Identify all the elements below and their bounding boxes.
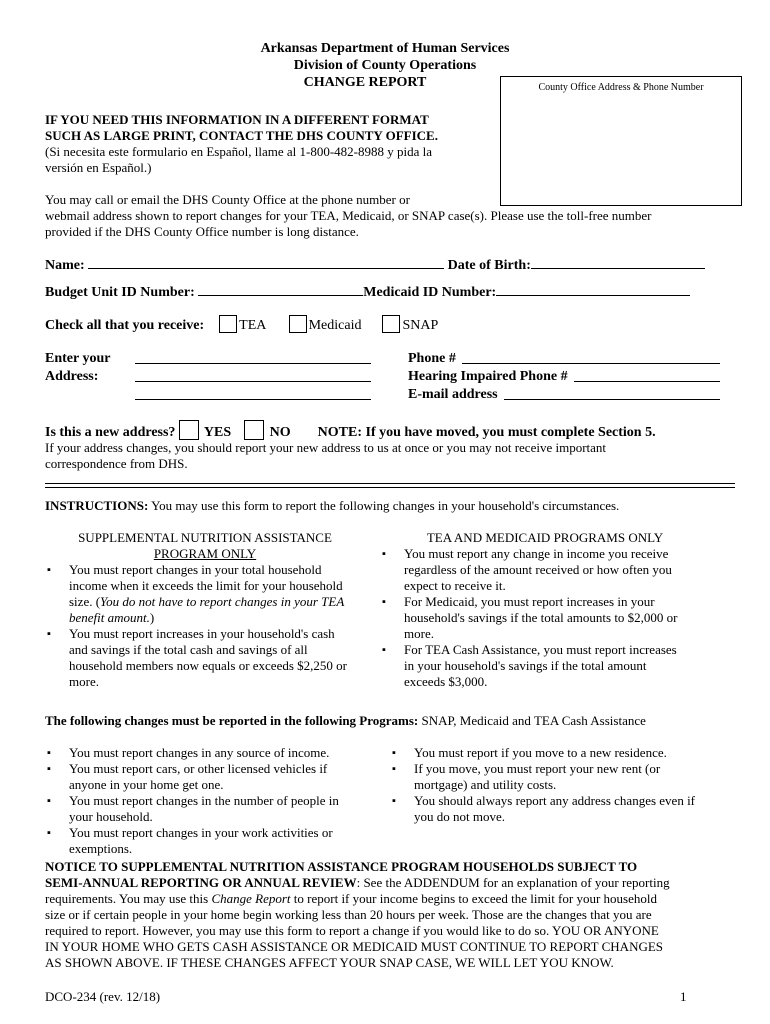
spanish-notice-line2: versión en Español.) bbox=[45, 160, 152, 175]
section-divider bbox=[45, 483, 735, 488]
new-address-row bbox=[45, 420, 745, 441]
yes-checkbox[interactable] bbox=[179, 420, 199, 440]
list-item: ▪ You must report changes in your work activities or exemptions. bbox=[45, 825, 375, 857]
name-label: Name: bbox=[45, 258, 85, 273]
list-item: ▪ You must report changes in your total household income when it exceeds the limit for your household size. (You do not have to report changes in your TEA benefit amount.) bbox=[45, 562, 375, 626]
medicaid-option-label: Medicaid bbox=[308, 318, 362, 333]
contact-instructions bbox=[45, 192, 745, 240]
check-programs-label: Check all that you receive: bbox=[45, 318, 205, 333]
notice-line4: size or if certain people in your home begin working less than 20 hours per week. Those are the changes that you are bbox=[45, 907, 652, 922]
programs-row bbox=[45, 315, 745, 334]
email-field[interactable] bbox=[504, 386, 720, 400]
list-item: ▪ You must report cars, or other licensed vehicles if anyone in your home get one. bbox=[45, 761, 375, 793]
name-field[interactable] bbox=[88, 256, 444, 269]
spanish-notice-line1: (Si necesita este formulario en Español, llame al 1-800-482-8988 y pida la bbox=[45, 144, 432, 159]
notice-line7: AS SHOWN ABOVE. IF THESE CHANGES AFFECT YOUR SNAP CASE, WE WILL LET YOU KNOW. bbox=[45, 955, 614, 970]
tea-column-title: TEA AND MEDICAID PROGRAMS ONLY bbox=[426, 530, 664, 545]
medicaid-checkbox[interactable] bbox=[289, 315, 307, 333]
email-label: E-mail address bbox=[408, 387, 498, 402]
agency-name: Arkansas Department of Human Services bbox=[260, 41, 510, 56]
id-row bbox=[45, 283, 745, 301]
budget-unit-field[interactable] bbox=[198, 283, 363, 296]
address-fields bbox=[135, 350, 371, 400]
address-label-line1: Enter your bbox=[45, 351, 111, 366]
format-notice-line1: IF YOU NEED THIS INFORMATION IN A DIFFERENT FORMAT bbox=[45, 112, 429, 127]
notice-line6: IN YOUR HOME WHO GETS CASH ASSISTANCE OR MEDICAID MUST CONTINUE TO REPORT CHANGES bbox=[45, 939, 664, 954]
snap-checkbox[interactable] bbox=[382, 315, 400, 333]
dob-label: Date of Birth: bbox=[447, 258, 531, 273]
contact-line1: You may call or email the DHS County Office at the phone number or bbox=[45, 192, 410, 207]
list-item: ▪ You must report changes in the number of people in your household. bbox=[45, 793, 375, 825]
snap-option-label: SNAP bbox=[402, 318, 439, 333]
notice-line3: requirements. You may use this Change Report to report if your income begins to exceed the limit for your household bbox=[45, 891, 657, 906]
all-programs-left-list bbox=[45, 745, 375, 857]
no-label: NO bbox=[269, 425, 291, 440]
yes-label: YES bbox=[203, 425, 232, 440]
address-field-line2[interactable] bbox=[135, 368, 371, 382]
form-title: CHANGE REPORT bbox=[303, 75, 427, 90]
address-field-line3[interactable] bbox=[135, 386, 371, 400]
medicaid-id-label: Medicaid ID Number: bbox=[363, 285, 497, 300]
format-notice bbox=[45, 112, 495, 176]
tea-medicaid-column bbox=[380, 530, 710, 690]
notice-line5: required to report. However, you may use this form to report a change if you would like to do so. YOU OR ANYONE bbox=[45, 923, 659, 938]
address-change-text bbox=[45, 440, 745, 472]
address-label-line2: Address: bbox=[45, 369, 99, 384]
list-item: ▪ You must report changes in any source of income. bbox=[45, 745, 375, 761]
contact-line3: provided if the DHS County Office number is long distance. bbox=[45, 224, 359, 239]
list-item: ▪ If you move, you must report your new rent (or mortgage) and utility costs. bbox=[390, 761, 730, 793]
list-item: ▪ You must report any change in income you receive regardless of the amount received or how often you expect to receive it. bbox=[380, 546, 710, 594]
hearing-phone-field[interactable] bbox=[574, 368, 720, 382]
instructions-label: INSTRUCTIONS: bbox=[45, 498, 149, 513]
all-programs-rest: SNAP, Medicaid and TEA Cash Assistance bbox=[418, 713, 646, 728]
medicaid-id-field[interactable] bbox=[496, 283, 690, 296]
list-item: ▪ You must report if you move to a new residence. bbox=[390, 745, 730, 761]
snap-column-title2: PROGRAM ONLY bbox=[153, 546, 257, 561]
division-name: Division of County Operations bbox=[293, 58, 477, 73]
all-programs-bold: The following changes must be reported in the following Programs: bbox=[45, 713, 419, 728]
instructions bbox=[45, 498, 745, 514]
snap-only-column bbox=[45, 530, 375, 690]
contact-fields bbox=[408, 350, 720, 404]
snap-bullet-list bbox=[45, 562, 375, 690]
tea-checkbox[interactable] bbox=[219, 315, 237, 333]
list-item: ▪ You must report increases in your household's cash and savings if the total cash and savings of all household members now equals or exceeds $2,250 or more. bbox=[45, 626, 375, 690]
phone-field[interactable] bbox=[462, 350, 720, 364]
address-label bbox=[45, 350, 110, 386]
county-office-label: County Office Address & Phone Number bbox=[538, 82, 704, 93]
phone-label: Phone # bbox=[408, 351, 456, 366]
snap-column-title1: SUPPLEMENTAL NUTRITION ASSISTANCE bbox=[78, 530, 332, 545]
moved-note: NOTE: If you have moved, you must complete Section 5. bbox=[317, 425, 656, 440]
snap-notice bbox=[45, 859, 745, 971]
notice-line2: SEMI-ANNUAL REPORTING OR ANNUAL REVIEW: See the ADDENDUM for an explanation of your reporting bbox=[45, 875, 670, 890]
form-id: DCO-234 (rev. 12/18) bbox=[45, 989, 161, 1004]
format-notice-line2: SUCH AS LARGE PRINT, CONTACT THE DHS COUNTY OFFICE. bbox=[45, 128, 438, 143]
no-checkbox[interactable] bbox=[244, 420, 264, 440]
notice-line1: NOTICE TO SUPPLEMENTAL NUTRITION ASSISTANCE PROGRAM HOUSEHOLDS SUBJECT TO bbox=[45, 859, 638, 874]
list-item: ▪ For Medicaid, you must report increases in your household's savings if the total amounts to $2,000 or more. bbox=[380, 594, 710, 642]
list-item: ▪ You should always report any address changes even if you do not move. bbox=[390, 793, 730, 825]
address-change-line2: correspondence from DHS. bbox=[45, 456, 188, 471]
instructions-text: You may use this form to report the following changes in your household's circumstances. bbox=[148, 498, 620, 513]
all-programs-right-list bbox=[390, 745, 730, 825]
name-row bbox=[45, 256, 745, 274]
page-number: 1 bbox=[680, 989, 687, 1004]
address-change-line1: If your address changes, you should report your new address to us at once or you may not receive important bbox=[45, 440, 607, 455]
tea-bullet-list bbox=[380, 546, 710, 690]
new-address-label: Is this a new address? bbox=[45, 425, 176, 440]
budget-unit-label: Budget Unit ID Number: bbox=[45, 285, 195, 300]
list-item: ▪ For TEA Cash Assistance, you must report increases in your household's savings if the total amount exceeds $3,000. bbox=[380, 642, 710, 690]
all-programs-heading bbox=[45, 713, 745, 729]
address-field-line1[interactable] bbox=[135, 350, 371, 364]
county-office-box[interactable] bbox=[500, 76, 742, 206]
hearing-phone-label: Hearing Impaired Phone # bbox=[408, 369, 568, 384]
tea-option-label: TEA bbox=[239, 318, 266, 333]
dob-field[interactable] bbox=[531, 256, 705, 269]
contact-line2: webmail address shown to report changes for your TEA, Medicaid, or SNAP case(s). Please use the toll-free number bbox=[45, 208, 652, 223]
